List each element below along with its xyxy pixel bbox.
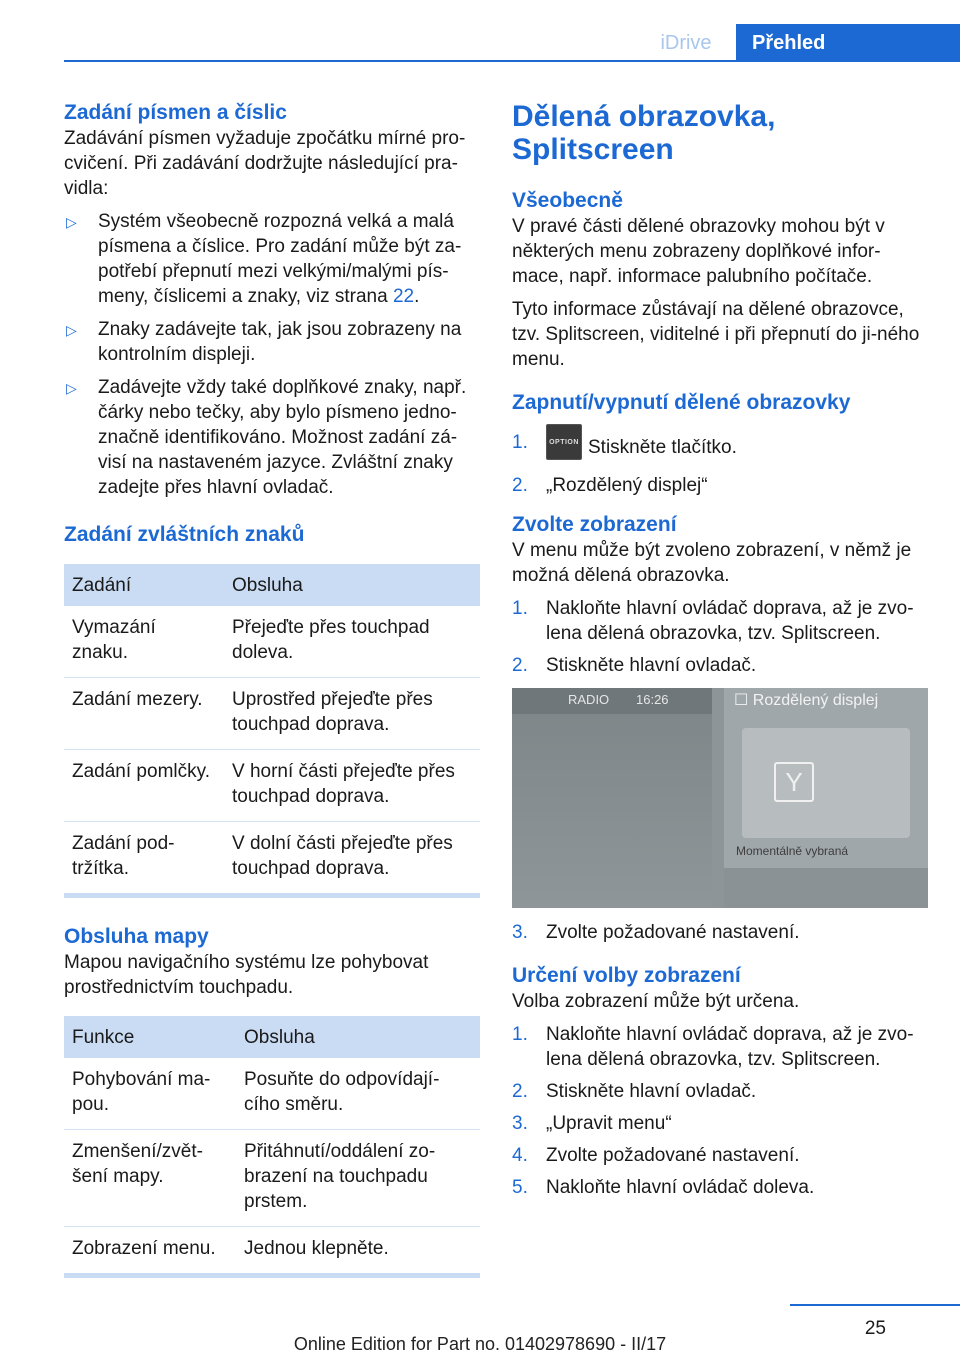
para-map: Mapou navigačního systému lze pohybovat prostřednictvím touchpadu. [64,952,429,998]
table-row [64,1130,480,1227]
heading-define: Určení volby zobrazení [512,964,741,987]
footer-rule [790,1304,960,1306]
list-item: ▷ Systém všeobecně rozpozná velká a malá písmena a číslice. Pro zadání může být za‐potřebí přepnutí mezi velkými/malými pís‐meny, číslicemi a znaky, viz strana 22. [66,211,462,307]
header-rule [64,60,960,62]
left-column [64,100,480,1278]
triangle-bullet-icon: ▷ [66,214,77,230]
table-header: Zadání [64,564,224,606]
list-item: ▷ Znaky zadávejte tak, jak jsou zobrazeny na kontrolním displeji. [66,319,462,365]
heading-toggle: Zapnutí/vypnutí dělené obrazovky [512,391,851,414]
table-cell: Zadání pod‐tržítka. [72,833,175,879]
table-cell: Zadání mezery. [64,678,224,750]
rules-list [64,209,480,500]
right-column [512,100,928,1207]
para-letters: Zadávání písmen vyžaduje zpočátku mírné pro‐cvičení. Při zadávání dodržujte následující pra‐vidla: [64,128,466,199]
list-item: 4. Zvolte požadované nastavení. [512,1145,800,1166]
screen-status-bar [512,688,712,714]
page-number: 25 [864,1318,886,1339]
list-item: 2. Stiskněte hlavní ovladač. [512,1081,757,1102]
screen-map-tile [742,728,910,838]
screen-left-pane [512,688,712,908]
table-row [64,750,480,822]
list-item: 1. Nakloňte hlavní ovládač doprava, až je zvo‐lena dělená obrazovka, tzv. Splitscreen. [512,1024,914,1070]
list-item: 3. „Upravit menu“ [512,1113,672,1134]
table-header: Obsluha [236,1016,480,1058]
heading-splitscreen: Dělená obrazovka, Splitscreen [512,100,776,166]
screen-clock: 16:26 [636,692,669,707]
select-steps-cont [512,920,928,945]
triangle-bullet-icon: ▷ [66,322,77,338]
heading-general: Všeobecně [512,189,623,212]
para-define: Volba zobrazení může být určena. [512,991,800,1012]
footer-edition: Online Edition for Part no. 01402978690 - II/17 [293,1334,667,1354]
chapter-tab[interactable]: iDrive [660,32,712,54]
list-item: 1. OPTION Stiskněte tlačítko. [512,430,928,466]
section-tab[interactable]: Přehled [736,24,960,62]
screen-selected-label: Momentálně vybraná [736,844,849,858]
define-steps [512,1022,928,1200]
option-button-icon: OPTION [546,424,582,460]
table-row [64,822,480,894]
heading-map: Obsluha mapy [64,925,209,948]
table-cell: Pohybování ma‐pou. [64,1058,236,1130]
list-item: 2. Stiskněte hlavní ovladač. [512,655,757,676]
table-end-rule [64,893,480,898]
select-steps [512,596,928,678]
splitscreen-image [512,688,928,908]
road-fork-icon: Y [774,762,814,802]
table-cell: V horní části přejeďte přes touchpad doprava. [224,750,480,822]
list-item: 3. Zvolte požadované nastavení. [512,922,800,943]
table-cell: Jednou klepněte. [244,1238,389,1259]
para-general-2: Tyto informace zůstávají na dělené obrazovce, tzv. Splitscreen, viditelné i při přepnutí do ji‐ného menu. [512,299,920,370]
table-row [64,606,480,678]
list-item: ▷ Zadávejte vždy také doplňkové znaky, např. čárky nebo tečky, aby bylo písmeno jedno‐značně identifikováno. Možnost zadání zá‐visí na nastaveném jazyce. Zvláštní znaky zadejte přes hlavní ovladač. [66,377,467,498]
table-cell: Zobrazení menu. [72,1238,216,1259]
table-row [64,1227,480,1274]
page-link[interactable]: 22 [392,286,415,307]
table-cell: Posuňte do odpovídají‐cího směru. [236,1058,480,1130]
list-item: 1. Nakloňte hlavní ovládač doprava, až je zvo‐lena dělená obrazovka, tzv. Splitscreen. [512,598,914,644]
toggle-steps [512,430,928,498]
table-cell: Vymazání znaku. [64,606,224,678]
para-general-1: V pravé části dělené obrazovky mohou být v některých menu zobrazeny doplňkové infor‐mace, např. informace palubního počítače. [512,216,885,287]
table-header: Funkce [64,1016,236,1058]
table-header-row [64,1016,480,1058]
list-item: 2. „Rozdělený displej“ [512,475,708,496]
table-cell: V dolní části přejeďte přes touchpad doprava. [232,833,453,879]
table-cell: Přitáhnutí/oddálení zo‐brazení na touchpadu prstem. [236,1130,480,1227]
screen-split-title: ☐ Rozdělený displej [734,692,879,709]
table-cell: Zadání pomlčky. [64,750,224,822]
special-chars-table [64,564,480,893]
heading-special-chars: Zadání zvláštních znaků [64,523,305,546]
screen-right-pane [724,688,928,908]
list-item: 5. Nakloňte hlavní ovládač doleva. [512,1177,815,1198]
page-header [64,24,960,62]
screen-radio-label: RADIO [568,692,610,707]
para-select: V menu může být zvoleno zobrazení, v němž je možná dělená obrazovka. [512,540,912,586]
table-end-rule [64,1273,480,1278]
table-row [64,1058,480,1130]
table-header-row [64,564,480,606]
heading-select: Zvolte zobrazení [512,513,677,536]
table-header: Obsluha [224,564,480,606]
heading-letters: Zadání písmen a číslic [64,101,287,124]
table-cell: Zmenšení/zvět‐šení mapy. [64,1130,236,1227]
map-table [64,1016,480,1273]
triangle-bullet-icon: ▷ [66,380,77,396]
table-cell: Přejeďte přes touchpad doleva. [224,606,480,678]
screen-bottom-map [724,868,928,908]
table-cell: Uprostřed přejeďte přes touchpad doprava. [224,678,480,750]
table-row [64,678,480,750]
